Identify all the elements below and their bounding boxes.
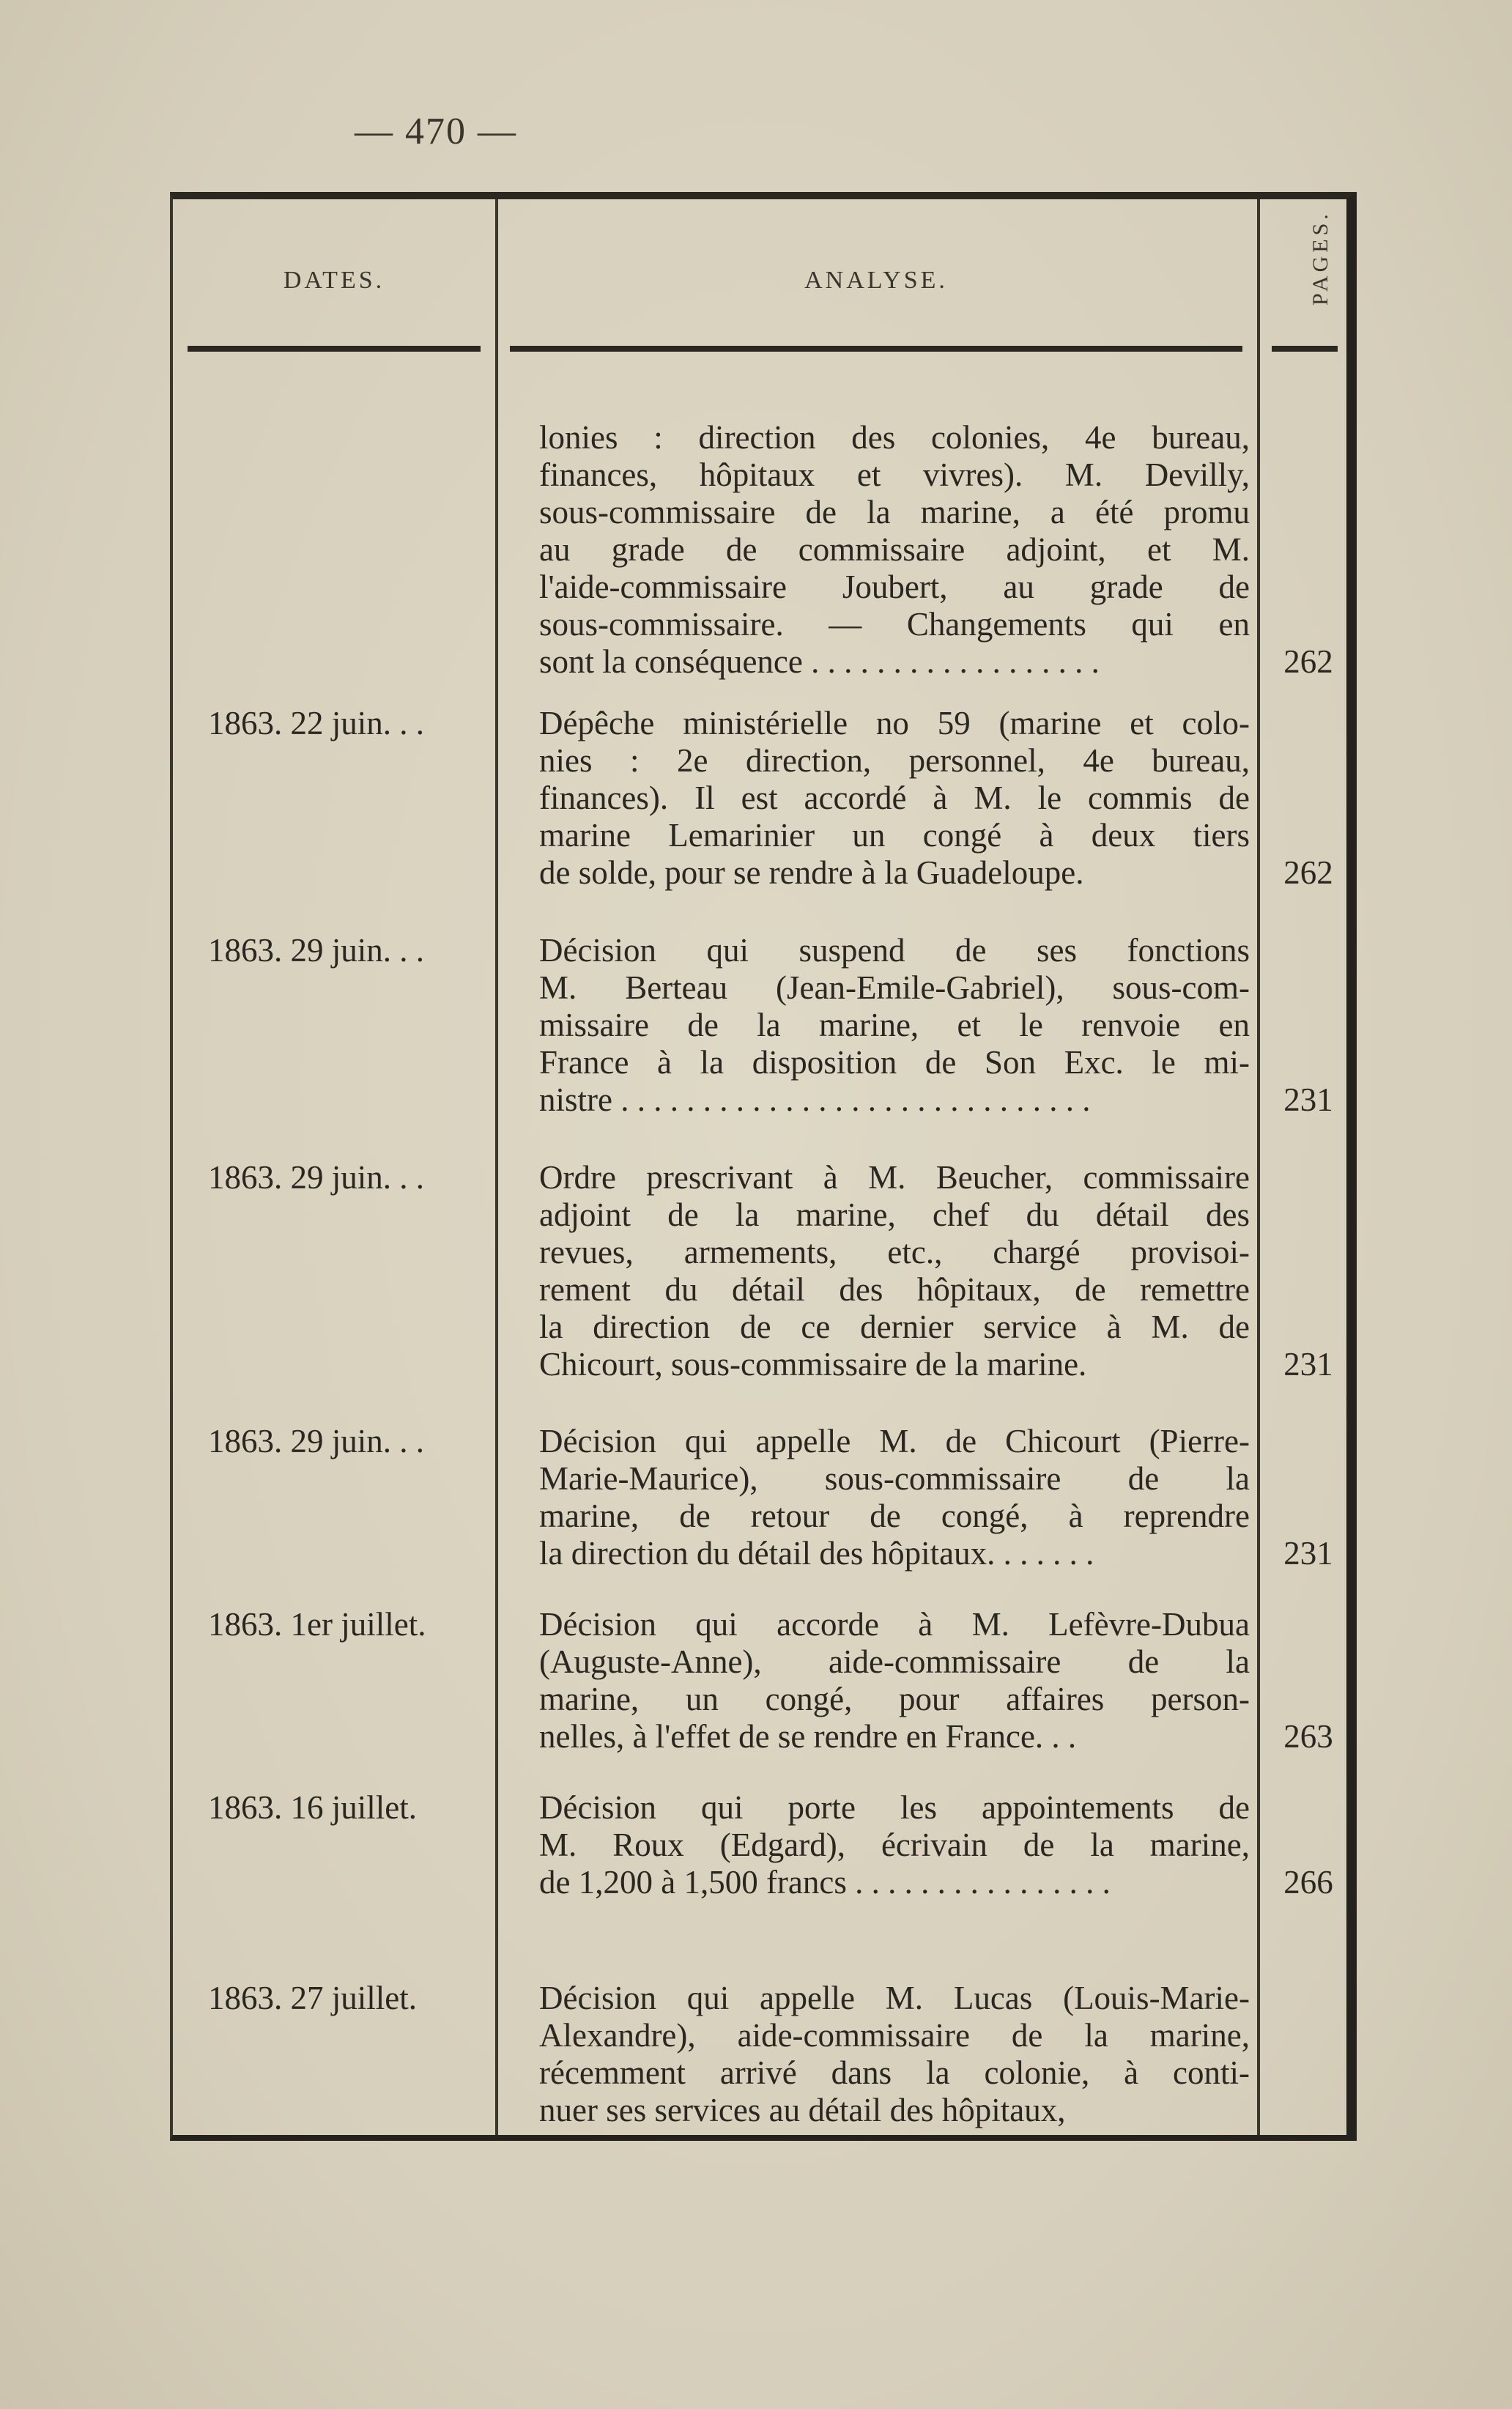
entry-page-ref: 231 [1283,1346,1333,1383]
header-pages [1272,199,1338,353]
analysis-line: sous-commissaire de la marine, a été promu [539,494,1250,530]
page-number: — 470 — [355,111,517,152]
column-divider-dates [495,199,498,2135]
analysis-line: M. Roux (Edgard), écrivain de la marine, [539,1827,1250,1863]
analysis-line: Décision qui appelle M. de Chicourt (Pierre- [539,1423,1250,1459]
analysis-line: revues, armements, etc., chargé provisoi- [539,1234,1250,1270]
analysis-line: Décision qui appelle M. Lucas (Louis-Marie- [539,1980,1250,2016]
analysis-line: Décision qui porte les appointements de [539,1789,1250,1826]
entry-page-ref: 266 [1283,1864,1333,1901]
header-rule [1272,346,1338,352]
analysis-line: Marie-Maurice), sous-commissaire de la [539,1460,1250,1497]
analysis-line: sous-commissaire. — Changements qui en [539,606,1250,643]
entry-analysis [539,932,1250,1119]
header-dates-label: DATES. [283,267,385,294]
header-rule [510,346,1242,352]
analysis-line: lonies : direction des colonies, 4e bureau, [539,419,1250,456]
analysis-line: adjoint de la marine, chef du détail des [539,1196,1250,1233]
analysis-line: nistre . . . . . . . . . . . . . . . . . . . . . . . . . . . . . [539,1081,1091,1118]
analysis-line: sont la conséquence . . . . . . . . . . . . . . . . . . [539,643,1100,680]
analysis-line: (Auguste-Anne), aide-commissaire de la [539,1643,1250,1680]
header-analyse [510,199,1242,353]
analysis-line: France à la disposition de Son Exc. le mi- [539,1044,1250,1081]
entry-date: 1863. 1er juillet. [208,1606,426,1643]
entry-analysis [539,419,1250,681]
analysis-line: de 1,200 à 1,500 francs . . . . . . . . . . . . . . . . [539,1864,1111,1901]
entry-date: 1863. 29 juin. . . [208,1159,425,1196]
entry-analysis [539,1789,1250,1901]
entry-page-ref: 262 [1283,854,1333,891]
header-dates [188,199,481,353]
analysis-line: missaire de la marine, et le renvoie en [539,1007,1250,1043]
analysis-line: nelles, à l'effet de se rendre en France. . . [539,1718,1077,1755]
analysis-line: nuer ses services au détail des hôpitaux, [539,2092,1066,2128]
entry-analysis [539,1606,1250,1755]
analysis-line: Chicourt, sous-commissaire de la marine. [539,1346,1087,1383]
entry-date: 1863. 22 juin. . . [208,705,425,741]
entry-date: 1863. 29 juin. . . [208,932,425,969]
entry-date: 1863. 29 juin. . . [208,1423,425,1459]
header-rule [188,346,481,352]
entry-page-ref: 231 [1283,1081,1333,1118]
analysis-line: au grade de commissaire adjoint, et M. [539,531,1250,568]
analysis-line: M. Berteau (Jean-Emile-Gabriel), sous-com- [539,969,1250,1006]
analysis-line: nies : 2e direction, personnel, 4e bureau, [539,742,1250,779]
analysis-line: Décision qui suspend de ses fonctions [539,932,1250,969]
analysis-line: finances, hôpitaux et vivres). M. Devilly, [539,456,1250,493]
analysis-line: la direction du détail des hôpitaux. . . . . . . [539,1535,1094,1572]
analysis-line: Alexandre), aide-commissaire de la marine, [539,2017,1250,2054]
entry-analysis [539,705,1250,892]
entry-page-ref: 263 [1283,1718,1333,1755]
entry-analysis [539,1423,1250,1572]
analysis-line: finances). Il est accordé à M. le commis de [539,780,1250,816]
analysis-line: marine, de retour de congé, à reprendre [539,1498,1250,1534]
analysis-line: l'aide-commissaire Joubert, au grade de [539,569,1250,605]
analysis-line: rement du détail des hôpitaux, de remettre [539,1271,1250,1308]
analysis-line: Décision qui accorde à M. Lefèvre-Dubua [539,1606,1250,1643]
entry-analysis [539,1980,1250,2129]
analysis-line: Ordre prescrivant à M. Beucher, commissaire [539,1159,1250,1196]
analysis-line: la direction de ce dernier service à M. de [539,1309,1250,1345]
analysis-line: marine Lemarinier un congé à deux tiers [539,817,1250,854]
entry-date: 1863. 16 juillet. [208,1789,417,1826]
column-divider-pages [1257,199,1260,2135]
analysis-line: de solde, pour se rendre à la Guadeloupe. [539,854,1084,891]
chronological-table [170,192,1357,2141]
entry-date: 1863. 27 juillet. [208,1980,417,2016]
header-pages-label: PAGES. [1308,210,1333,306]
analysis-line: récemment arrivé dans la colonie, à conti- [539,2054,1250,2091]
header-analyse-label: ANALYSE. [804,267,948,294]
entry-page-ref: 231 [1283,1535,1333,1572]
analysis-line: Dépêche ministérielle no 59 (marine et colo- [539,705,1250,741]
entry-analysis [539,1159,1250,1383]
entry-page-ref: 262 [1283,643,1333,680]
analysis-line: marine, un congé, pour affaires person- [539,1681,1250,1717]
